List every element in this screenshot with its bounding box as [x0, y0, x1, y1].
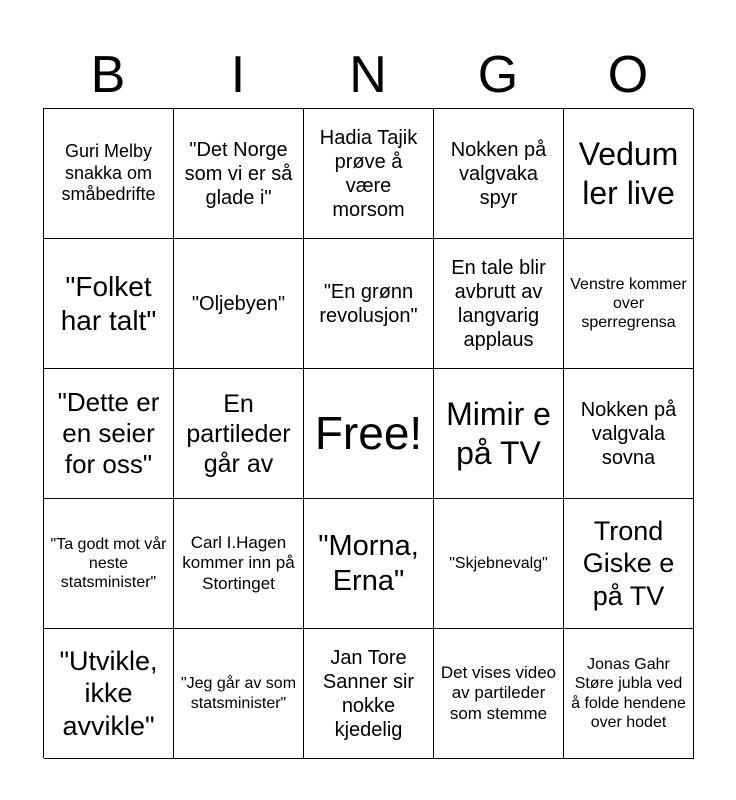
bingo-cell-r5-c1[interactable]: [44, 629, 174, 759]
header-letter-b: B: [90, 46, 126, 104]
cell-text: "Ta godt mot vår neste statsminister": [50, 535, 167, 592]
cell-text: "Oljebyen": [191, 292, 286, 315]
cell-text: En partileder går av: [186, 389, 291, 478]
bingo-cell-r3-c4[interactable]: [434, 369, 564, 499]
bingo-cell-r2-c5[interactable]: [564, 239, 694, 369]
cell-text: Jan Tore Sanner sir nokke kjedelig: [322, 646, 415, 741]
header-letter-g: G: [477, 46, 519, 104]
cell-text: En tale blir avbrutt av langvarig applaus: [451, 256, 546, 351]
header-letter-n: N: [349, 46, 387, 104]
bingo-cell-r1-c3[interactable]: [304, 109, 434, 239]
bingo-board: [43, 108, 693, 758]
bingo-cell-r1-c1[interactable]: [44, 109, 174, 239]
bingo-cell-r1-c2[interactable]: [174, 109, 304, 239]
bingo-cell-r5-c4[interactable]: [434, 629, 564, 759]
bingo-cell-r3-c1[interactable]: [44, 369, 174, 499]
bingo-header: [43, 42, 693, 108]
cell-text-free: Free!: [314, 406, 423, 459]
bingo-cell-r5-c2[interactable]: [174, 629, 304, 759]
bingo-cell-r1-c4[interactable]: [434, 109, 564, 239]
cell-text: "Morna, Erna": [318, 529, 419, 597]
cell-text: Vedum ler live: [578, 136, 679, 211]
bingo-cell-r2-c2[interactable]: [174, 239, 304, 369]
bingo-cell-r5-c5[interactable]: [564, 629, 694, 759]
bingo-cell-r4-c5[interactable]: [564, 499, 694, 629]
cell-text: Trond Giske e på TV: [582, 515, 675, 611]
cell-text: Jonas Gahr Støre jubla ved å folde hendene over hodet: [571, 656, 686, 731]
bingo-cell-r2-c3[interactable]: [304, 239, 434, 369]
bingo-cell-r2-c1[interactable]: [44, 239, 174, 369]
cell-text: Venstre kommer over sperregrensa: [570, 275, 687, 332]
cell-text: Mimir e på TV: [446, 396, 551, 471]
cell-text: Carl I.Hagen kommer inn på Stortinget: [182, 532, 295, 593]
bingo-cell-r4-c4[interactable]: [434, 499, 564, 629]
cell-text: "Jeg går av som statsminister": [180, 675, 297, 712]
cell-text: "Dette er en seier for oss": [57, 386, 160, 480]
cell-text: "Folket har talt": [60, 270, 157, 336]
cell-text: Det vises video av partileder som stemme: [440, 662, 557, 723]
header-letter-i: I: [230, 46, 246, 104]
bingo-cell-r2-c4[interactable]: [434, 239, 564, 369]
bingo-cell-r4-c2[interactable]: [174, 499, 304, 629]
cell-text: "Skjebnevalg": [449, 554, 548, 572]
cell-text: Guri Melby snakka om småbedrifte: [61, 141, 156, 205]
bingo-cell-r3-c5[interactable]: [564, 369, 694, 499]
header-letter-o: O: [607, 46, 649, 104]
bingo-cell-r4-c1[interactable]: [44, 499, 174, 629]
cell-text: "En grønn revolusjon": [319, 280, 418, 327]
cell-text: Nokken på valgvala sovna: [580, 398, 677, 469]
cell-text: "Utvikle, ikke avvikle": [59, 645, 158, 741]
bingo-cell-r1-c5[interactable]: [564, 109, 694, 239]
bingo-cell-r3-c2[interactable]: [174, 369, 304, 499]
cell-text: Nokken på valgvaka spyr: [450, 138, 547, 209]
bingo-cell-r3-c3[interactable]: [304, 369, 434, 499]
cell-text: Hadia Tajik prøve å være morsom: [319, 126, 418, 221]
bingo-cell-r4-c3[interactable]: [304, 499, 434, 629]
cell-text: "Det Norge som vi er så glade i": [184, 138, 293, 209]
bingo-cell-r5-c3[interactable]: [304, 629, 434, 759]
